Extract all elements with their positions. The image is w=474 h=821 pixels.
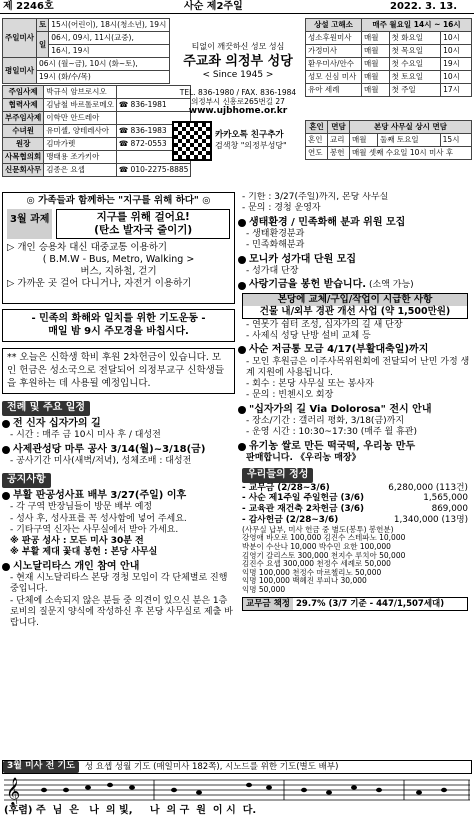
- ricecake-head: 유기농 쌀로 만든 떡국떡, 우리농 만두: [238, 441, 472, 454]
- qr-code-icon[interactable]: [172, 121, 212, 161]
- lent-collect-head: 사순 저금통 모금 4/17(부활대축일)까지: [238, 344, 472, 357]
- treble-clef-icon: 𝄞: [6, 777, 21, 804]
- parish-info: [172, 18, 304, 196]
- music-staff: [4, 776, 470, 804]
- donation-head: 사랑기금을 봉헌 받습니다. (소액 가능): [238, 279, 472, 292]
- parish-since: < Since 1945 >: [202, 70, 274, 81]
- offering-detail: (사무실 납부, 미사 헌금 중 별도(봉투) 봉헌분) 강영애 바오로 100,000 김진수 스테파노 10,000 박분이 수산나 10,000 박수민 요한 100,000 김영기 갈리스토 300,000 천지수 루치아 50,000 김진수 요셉 300,000 천정수 세례로 50,000 익명 100,000 천정수 마르첼리노 50,000 익명 100,000 백혜진 루피나 30,000 익명 50,000: [242, 524, 406, 594]
- left-column: ◎ 가족들과 함께하는 "지구를 위해 하다" ◎ 3월 과제 지구를 위해 걸어요! (탄소 발자국 줄이기) ▷ 개인 승용차 대신 대중교통 이용하기 ( B.M.W - Bus, Metro, Walking > 버스, 지하철, 걷기 ▷ 가까운 곳 걸어 다니거나, 자전거 이용하기 - 민족의 화해와 일치를 위한 기도운동 - 매일 밤 9시 주모경을 바칩시다. ** 오늘은 신학생 학비 후원 2차헌금이 있습니다. 모인 헌금은 성소국으로 전달되어 의정부교구 신학생들을 후원하는 데 사용될 예정입니다. 전례 및 주요 일정 전 신자 십자가의 길 - 시간 : 매주 금 10시 미사 후 / 대성전 사제관성당 마루 공사 3/14(월)~3/18(금) - 공사기간 미사(새벽/저녁), 성체조배 : 대성전 공지사항 부활 판공성사표 배부 3/27(주일) 이후 - 각 구역 반장님들이 방문 배부 예정 - 성사 후, 성사표를 꼭 성사함에 넣어 주세요. - 기타구역 신자는 사무실에서 받아 가세요. ※ 판공 성사 : 모든 미사 30분 전 ※ 부활 제대 꽃대 봉헌 : 본당 사무실 시노달리타스 개인 참여 안내 - 현재 시노달리타스 본당 경청 모임이 각 단체별로 진행 중입니다. - 단체에 소속되지 않은 분들 중 의견이 있으신 분은 1층 로비의 질문지 양식에 작성하신 후 본당 사무실로 제출 바랍니다.: [2, 192, 235, 757]
- hymn-label: 3월 미사 전 기도: [3, 761, 79, 772]
- bullet-icon: [238, 443, 246, 451]
- bullet-icon: [238, 406, 246, 414]
- hymn-lyric: (후렴) 주 님 은 나 의 빛, 나 의 구 원 이 시 다.: [4, 805, 257, 816]
- bullet-icon: [238, 219, 246, 227]
- prayer-box: - 민족의 화해와 일치를 위한 기도운동 - 매일 밤 9시 주모경을 바칩시다.: [2, 309, 235, 342]
- liturgical-week: 사순 제2주일: [184, 1, 243, 12]
- sacrament-table: 상설 고해소 매주 월요일 14시 ~ 16시 성소후원미사 매월 첫 화요일 10시 가정미사 매월 첫 목요일 10시 환우미사/안수 매월 첫 수요일 19시 성모 신심 미사 매월 첫 토요일 10시 유아 세례 매월 첫 주일 17시: [305, 18, 472, 97]
- schedule-item-2: 사제관성당 마루 공사 3/14(월)~3/18(금): [2, 444, 235, 457]
- label-weekday-mass: 평일미사: [3, 58, 37, 84]
- hymn-text: 성 요셉 성월 기도 (매일미사 182쪽), 시노드를 위한 기도(별도 배부): [84, 761, 339, 772]
- parish-website[interactable]: www.ujbhome.or.kr: [188, 106, 288, 117]
- bullet-icon: [2, 563, 10, 571]
- header-bar: [0, 0, 474, 14]
- parish-motto: 티없이 깨끗하신 성모 성심: [191, 42, 285, 51]
- campaign-month: 3월 과제: [7, 209, 52, 239]
- notice-1-head: 부활 판공성사표 배부 3/27(주일) 이후: [2, 490, 235, 503]
- bullet-icon: [2, 420, 10, 428]
- recruit-2-head: 모니카 성가대 단원 모집: [238, 254, 472, 267]
- schedule-item-1: 전 신자 십자가의 길: [2, 418, 235, 431]
- issue-number: 제 2246호: [3, 1, 54, 12]
- donation-box: 본당에 교체/구입/작업이 시급한 사항 건물 내/외부 경관 개선 사업 (약 1,500만원): [242, 293, 468, 319]
- issue-date: 2022. 3. 13.: [390, 1, 458, 12]
- parish-name: 주교좌 의정부 성당: [183, 54, 293, 69]
- earth-campaign-box: ◎ 가족들과 함께하는 "지구를 위해 하다" ◎ 3월 과제 지구를 위해 걸어요! (탄소 발자국 줄이기) ▷ 개인 승용차 대신 대중교통 이용하기 ( B.M.W - Bus, Metro, Walking > 버스, 지하철, 걷기 ▷ 가까운 곳 걸어 다니거나, 자전거 이용하기: [2, 192, 235, 304]
- offering-rate: 교무금 책정 29.7% (3/7 기준 - 447/1,507세대): [242, 597, 468, 612]
- bullet-icon: [238, 256, 246, 264]
- wedding-table: 혼인 면담 본당 사무실 상시 면담 혼인 교리 매월 둘째 토요일 15시 연도 봉헌 매월 셋째 수요일 10시 미사 후: [305, 120, 472, 160]
- seminary-note: ** 오늘은 신학생 학비 후원 2차헌금이 있습니다. 모인 헌금은 성소국으로 전달되어 의정부교구 신학생들을 후원하는 데 사용될 예정입니다.: [2, 348, 235, 394]
- kakao-label: 카카오톡 친구추가: [215, 130, 284, 141]
- right-column: - 기한 : 3/27(주일)까지, 본당 사무실 - 문의 : 경청 운영자 생태환경 / 민족화해 분과 위원 모집 - 생태환경분과 - 민족화해분과 모니카 성가대 단원 모집 - 성가대 단장 사랑기금을 봉헌 받습니다. (소액 가능) 본당에 교체/구입/작업이 시급한 사항 건물 내/외부 경관 개선 사업 (약 1,500만원) - 연못가 쉼터 조성, 십자가의 길 새 단장 - 사제식 성당 난방 설비 교체 등 사순 저금통 모금 4/17(부활대축일)까지 - 모인 후원금은 이주사목위원회에 전달되어 난민 가정 생계 지원에 사용됩니다. - 회수 : 본당 사무실 또는 봉사자 - 문의 : 빈첸시오 회장 "십자가의 길 Via Dolorosa" 전시 안내 - 장소/기간 : 갤러리 평화, 3/18(금)까지 - 운영 시간 : 10:30~17:30 (매주 월 휴관) 유기농 쌀로 만든 떡국떡, 우리농 만두 판매합니다. 《우리농 매장》 우리들의 정성 - 교무금 (2/28~3/6) 6,280,000 (113건) - 사순 제1주일 주일헌금 (3/6) 1,565,000 - 교육관 재건축 2차헌금 (3/6) 869,000 - 감사헌금 (2/28~3/6) 1,340,000 (13명) (사무실 납부, 미사 헌금 중 별도(봉투) 봉헌분) 강영애 바오로 100,000 김진수 스테파노 10,000 박분이 수산나 10,000 박수민 요한 100,000 김영기 갈리스토 300,000 천지수 루치아 50,000 김진수 요셉 300,000 천정수 세례로 50,000 익명 100,000 천정수 마르첼리노 50,000 익명 100,000 백혜진 루피나 30,000 익명 50,000 교무금 책정 29.7% (3/7 기준 - 447/1,507세대): [238, 192, 472, 757]
- bullet-icon: [238, 346, 246, 354]
- notice-2-head: 시노달리타스 개인 참여 안내: [2, 561, 235, 574]
- mass-times-table: 주일미사 토 15시(어린이), 18시(청소년), 19시 일 06시, 09시, 11시(교중), 16시, 19시 평일미사 06시 (월~금), 10시 (화~토), 19시 (화/수/목): [2, 18, 170, 84]
- recruit-1-head: 생태환경 / 민족화해 분과 위원 모집: [238, 217, 472, 230]
- bullet-icon: [2, 492, 10, 500]
- schedule-title: 전례 및 주요 일정: [2, 401, 90, 416]
- exhibit-head: "십자가의 길 Via Dolorosa" 전시 안내: [238, 404, 472, 417]
- bullet-icon: [2, 446, 10, 454]
- campaign-task: 지구를 위해 걸어요! (탄소 발자국 줄이기): [56, 209, 230, 239]
- staff-table: 주임사제 박규식 암브로시오 협력사제 김남철 바르톨로메오 ☎ 836-1981 부주임사제 이학만 안드레아 수녀원 유미셸, 양테레사아 ☎ 836-1983 원장 김마가렛 ☎ 872-0553 사목협의회 맹태용 조가키아 신문회사무 김종은 요셉 ☎ 010-2275-8885: [2, 85, 191, 177]
- kakao-search: 검색창 "의정부성당": [215, 140, 287, 150]
- label-sunday-mass: 주일미사: [3, 19, 37, 58]
- campaign-title: ◎ 가족들과 함께하는 "지구를 위해 하다" ◎: [26, 195, 211, 206]
- hymn-bar: [2, 760, 472, 774]
- parish-tel: TEL. 836-1980 / FAX. 836-1984: [179, 87, 297, 97]
- parish-address: 의정부시 신흥로265번길 27: [191, 96, 285, 106]
- offering-list: - 교무금 (2/28~3/6) 6,280,000 (113건) - 사순 제1주일 주일헌금 (3/6) 1,565,000 - 교육관 재건축 2차헌금 (3/6) 869,000 - 감사헌금 (2/28~3/6) 1,340,000 (13명) (사무실 납부, 미사 헌금 중 별도(봉투) 봉헌분) 강영애 바오로 100,000 김진수 스테파노 10,000 박분이 수산나 10,000 박수민 요한 100,000 김영기 갈리스토 300,000 천지수 루치아 50,000 김진수 요셉 300,000 천정수 세례로 50,000 익명 100,000 천정수 마르첼리노 50,000 익명 100,000 백혜진 루피나 30,000 익명 50,000 교무금 책정 29.7% (3/7 기준 - 447/1,507세대): [238, 483, 472, 612]
- notices-title: 공지사항: [2, 473, 51, 488]
- offering-title: 우리들의 정성: [242, 468, 313, 483]
- bullet-icon: [238, 282, 246, 290]
